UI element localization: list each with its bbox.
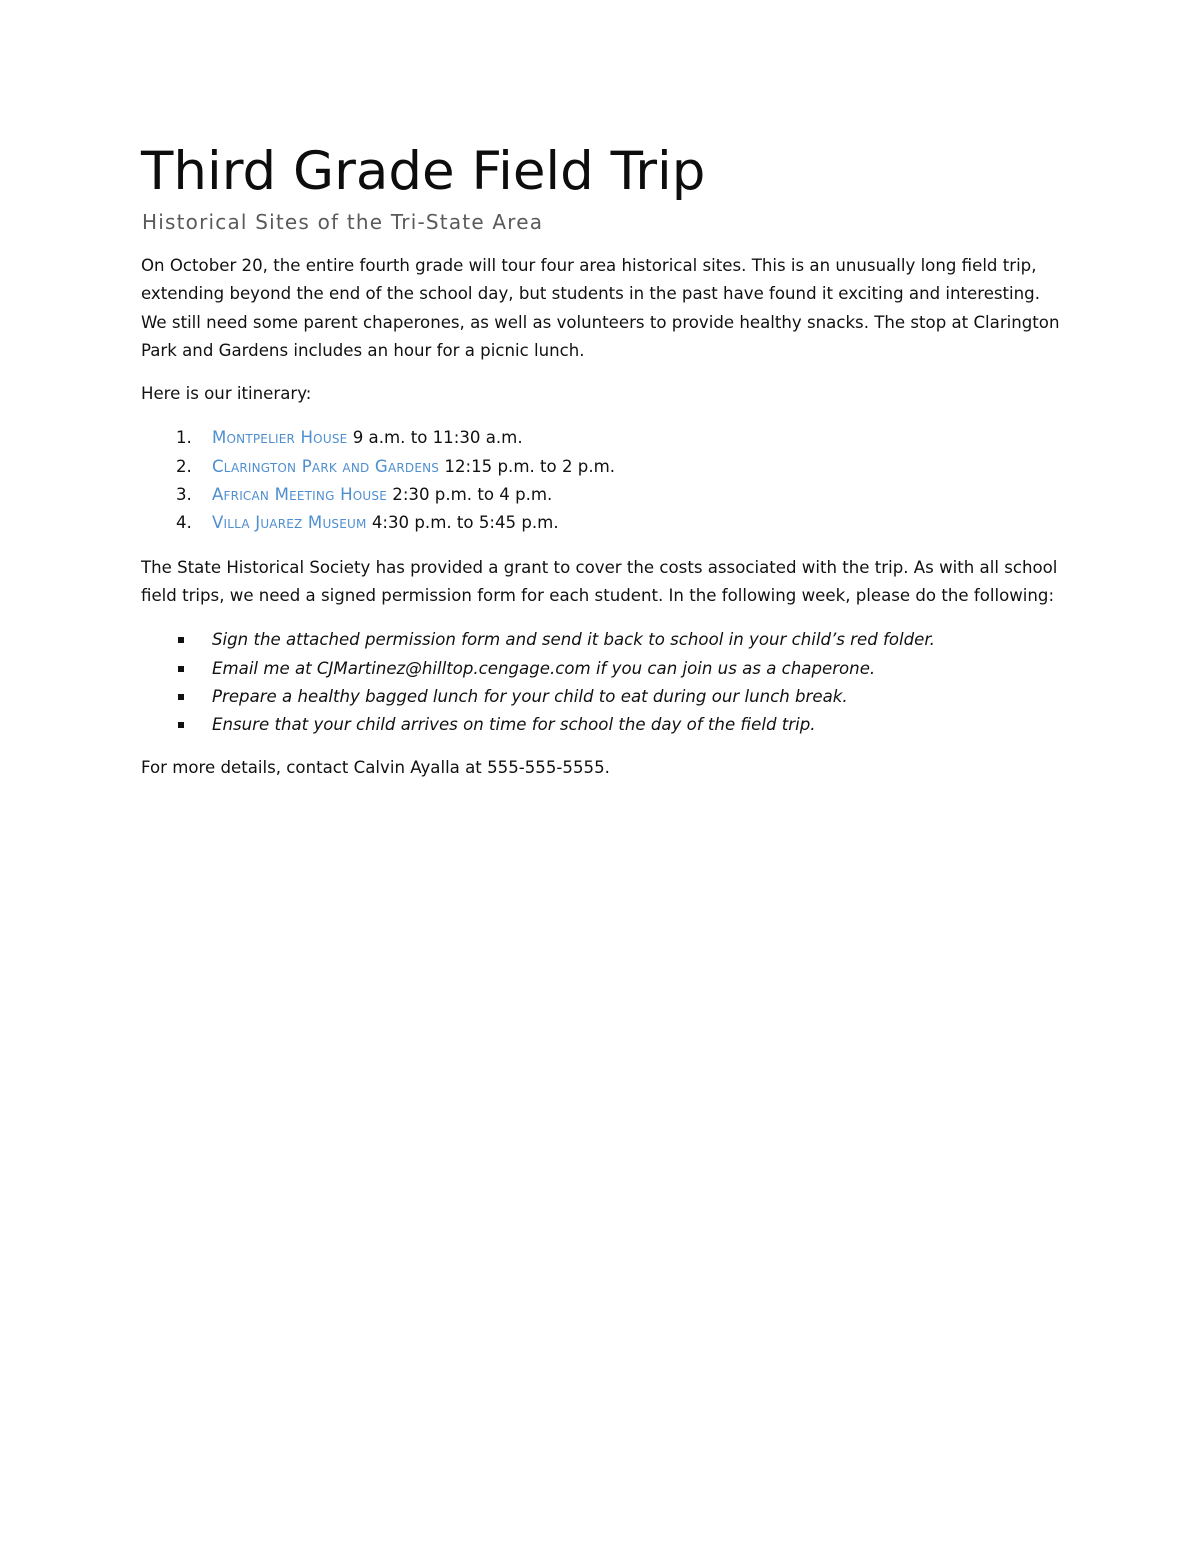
site-name: Montpelier House xyxy=(212,428,348,448)
itinerary-item xyxy=(141,453,1061,481)
itinerary-list xyxy=(141,424,1061,537)
society-paragraph: The State Historical Society has provided a grant to cover the costs associated with the trip. As with all school field trips, we need a signed permission form for each student. In the following week, please do the following: xyxy=(141,557,1058,605)
document-title: Third Grade Field Trip xyxy=(141,141,706,202)
site-name: Clarington Park and Gardens xyxy=(212,456,440,476)
site-name: Villa Juarez Museum xyxy=(212,513,367,533)
itinerary-item xyxy=(141,509,1061,537)
todo-text: Prepare a healthy bagged lunch for your child to eat during our lunch break. xyxy=(212,686,848,706)
site-name: African Meeting House xyxy=(212,485,387,505)
square-bullet-icon xyxy=(178,722,184,728)
contact-line: For more details, contact Calvin Ayalla at 555-555-5555. xyxy=(141,758,610,778)
todo-text: Sign the attached permission form and send it back to school in your child’s red folder. xyxy=(212,630,935,650)
square-bullet-icon xyxy=(178,637,184,643)
itinerary-item xyxy=(141,481,1061,509)
todo-list xyxy=(141,626,1061,739)
todo-item xyxy=(141,711,1061,739)
site-time: 9 a.m. to 11:30 a.m. xyxy=(352,428,523,448)
todo-item xyxy=(141,655,1061,683)
document-subtitle: Historical Sites of the Tri-State Area xyxy=(142,210,544,234)
item-number: 1. xyxy=(176,428,192,448)
itinerary-item xyxy=(141,424,1061,452)
todo-item xyxy=(141,626,1061,654)
document-page xyxy=(141,138,1061,783)
square-bullet-icon xyxy=(178,666,184,672)
item-number: 2. xyxy=(176,456,192,476)
item-number: 4. xyxy=(176,513,192,533)
item-number: 3. xyxy=(176,485,192,505)
site-time: 2:30 p.m. to 4 p.m. xyxy=(392,485,553,505)
todo-item xyxy=(141,683,1061,711)
todo-text: Email me at CJMartinez@hilltop.cengage.com if you can join us as a chaperone. xyxy=(212,658,876,678)
todo-text: Ensure that your child arrives on time for school the day of the field trip. xyxy=(212,715,816,735)
itinerary-label: Here is our itinerary: xyxy=(141,384,312,404)
site-time: 4:30 p.m. to 5:45 p.m. xyxy=(371,513,559,533)
square-bullet-icon xyxy=(178,694,184,700)
site-time: 12:15 p.m. to 2 p.m. xyxy=(444,456,616,476)
intro-paragraph: On October 20, the entire fourth grade will tour four area historical sites. This is an unusually long field trip, extending beyond the end of the school day, but students in the past have found it exciting and interesting. We still need some parent chaperones, as well as volunteers to provide healthy snacks. The stop at Clarington Park and Gardens includes an hour for a picnic lunch. xyxy=(141,256,1060,360)
